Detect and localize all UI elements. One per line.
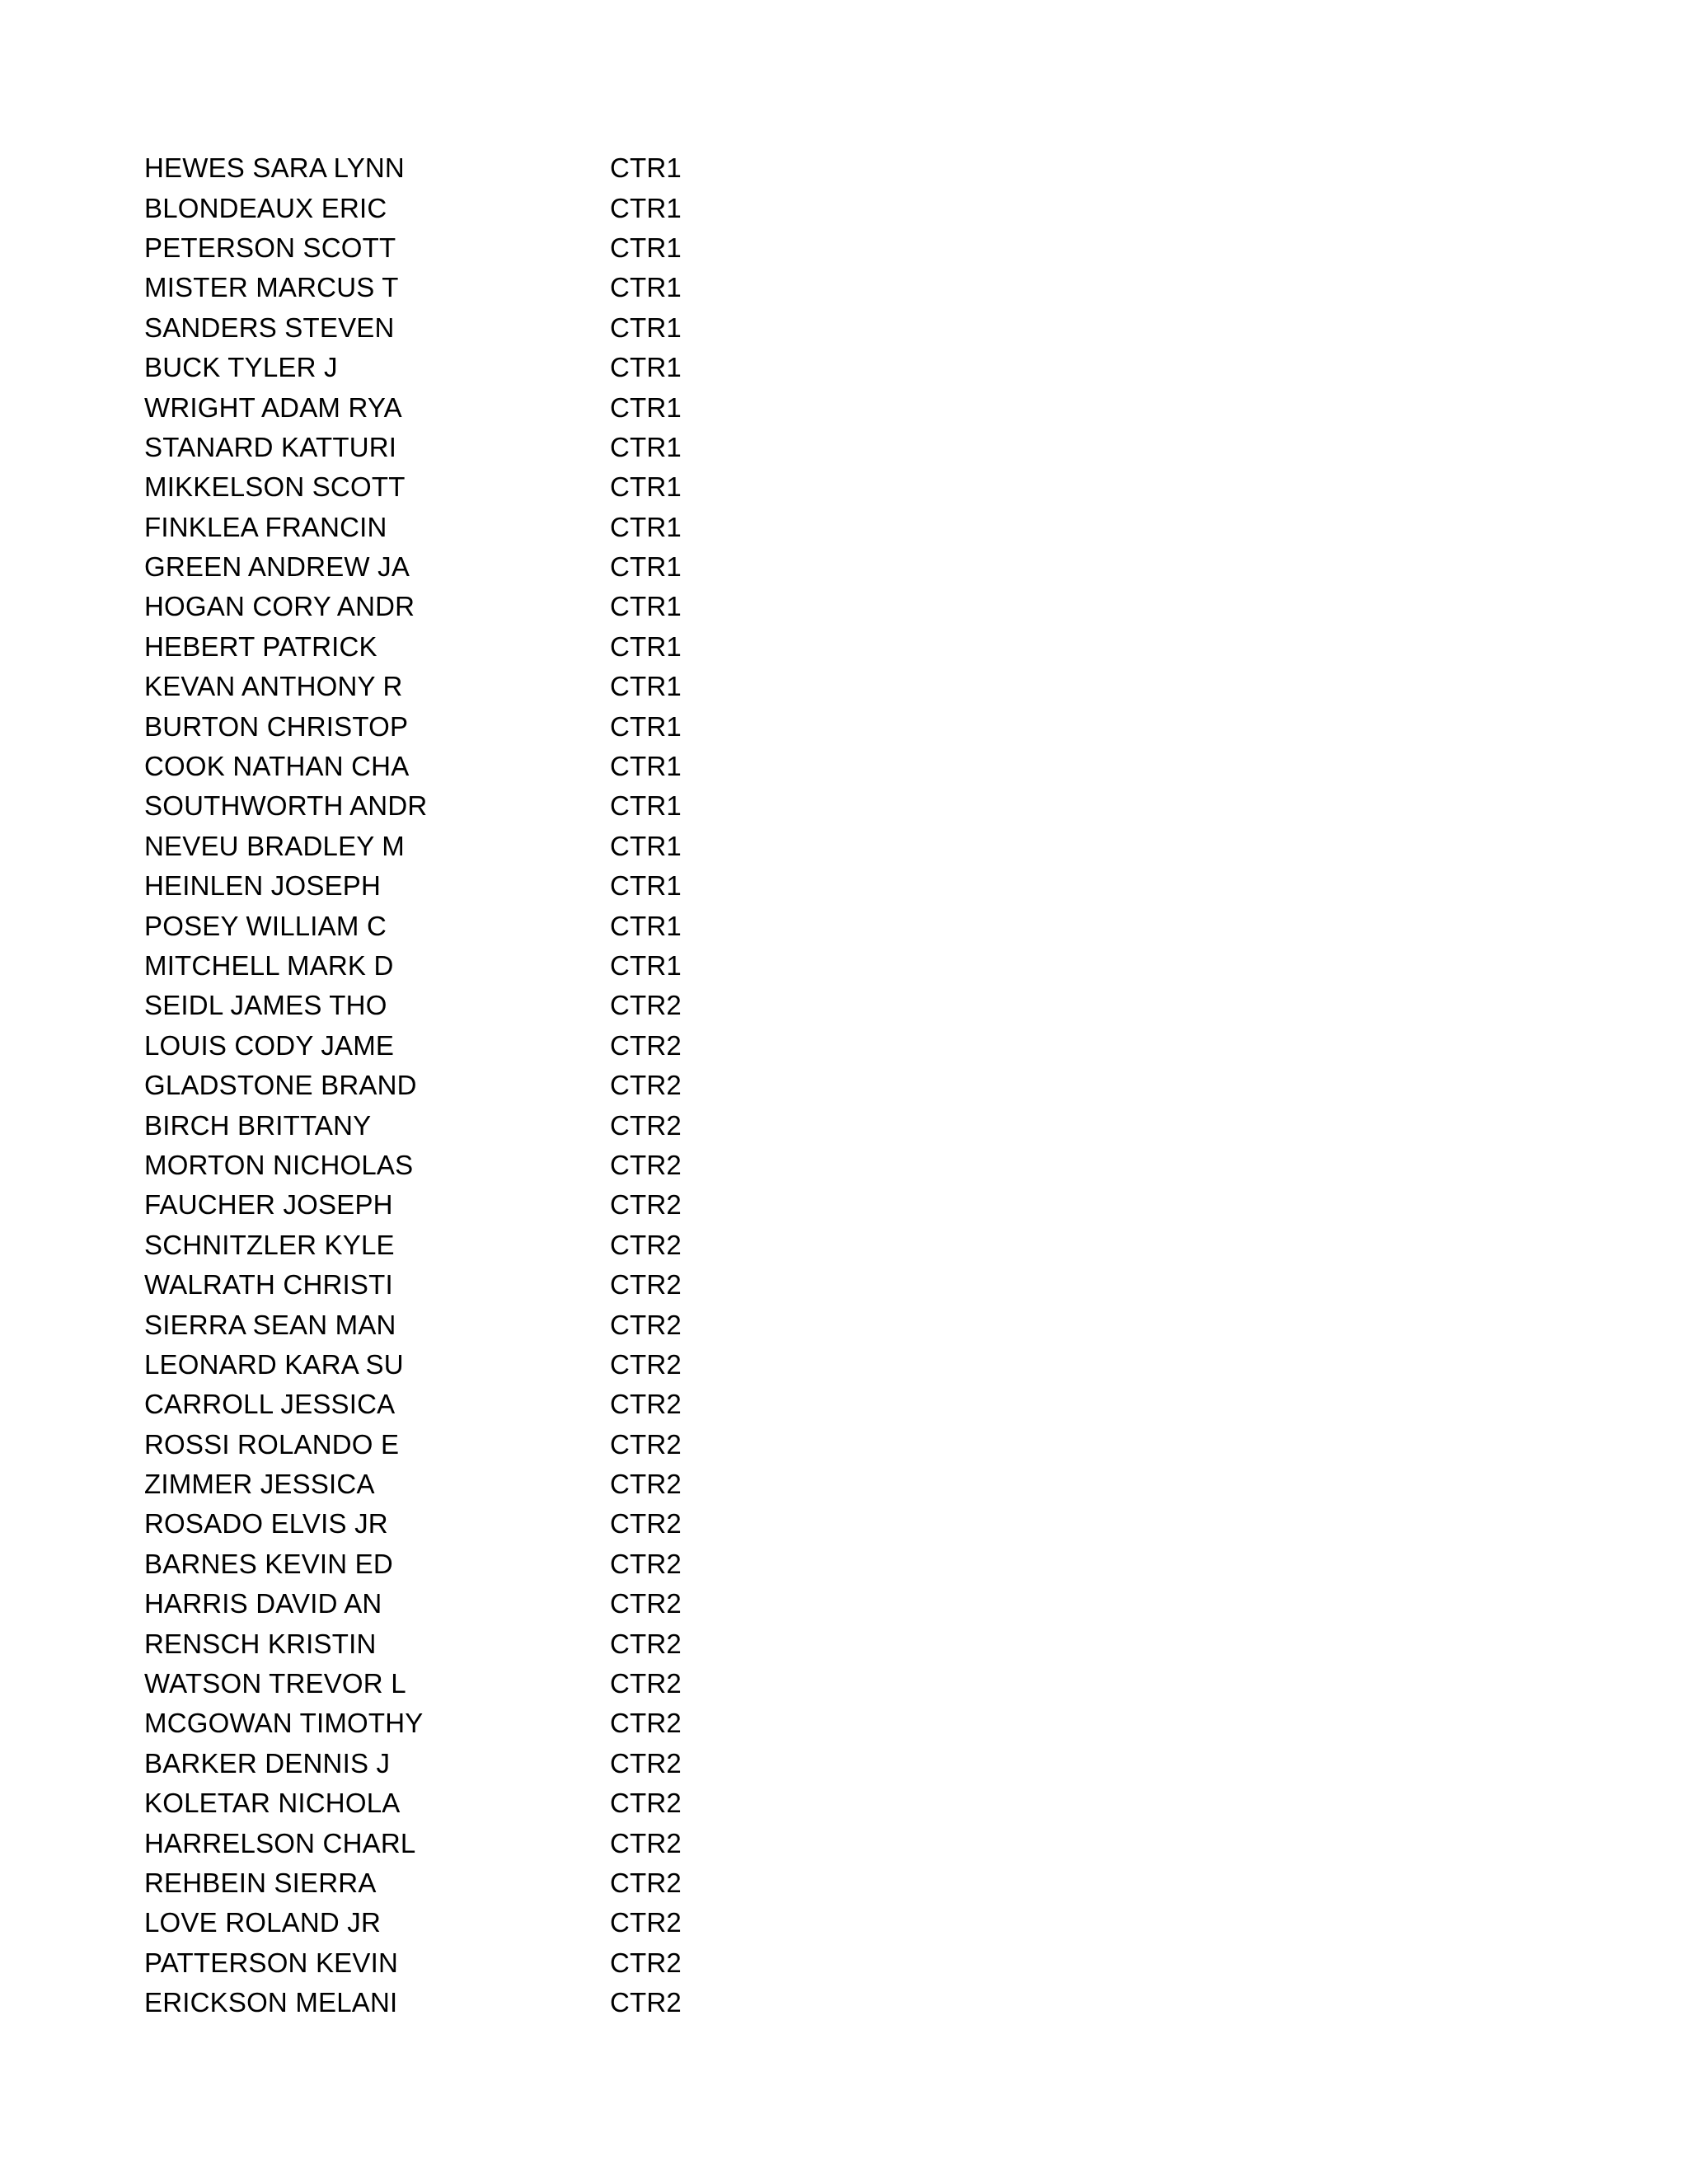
roster-row bbox=[144, 348, 886, 387]
roster-code: CTR2 bbox=[610, 1907, 682, 1938]
roster-row bbox=[144, 387, 886, 427]
roster-row bbox=[144, 1105, 886, 1145]
roster-name: COOK NATHAN CHA bbox=[144, 751, 410, 782]
roster-name: LOVE ROLAND JR bbox=[144, 1907, 382, 1938]
roster-name: MISTER MARCUS T bbox=[144, 272, 399, 303]
roster-row bbox=[144, 1943, 886, 1983]
roster-row bbox=[144, 1026, 886, 1066]
roster-code: CTR2 bbox=[610, 1508, 682, 1540]
roster-row bbox=[144, 1664, 886, 1704]
roster-row bbox=[144, 428, 886, 467]
roster-row bbox=[144, 1265, 886, 1305]
roster-name: HARRIS DAVID AN bbox=[144, 1588, 382, 1619]
roster-name: KEVAN ANTHONY R bbox=[144, 671, 403, 702]
roster-row bbox=[144, 467, 886, 507]
roster-name: KOLETAR NICHOLA bbox=[144, 1788, 401, 1819]
roster-name: WALRATH CHRISTI bbox=[144, 1269, 393, 1301]
roster-name: ROSSI ROLANDO E bbox=[144, 1428, 400, 1460]
roster-code: CTR1 bbox=[610, 391, 682, 423]
roster-code: CTR2 bbox=[610, 1269, 682, 1301]
roster-name: CARROLL JESSICA bbox=[144, 1389, 396, 1420]
roster-code: CTR2 bbox=[610, 1469, 682, 1500]
roster-name: FINKLEA FRANCIN bbox=[144, 511, 387, 542]
roster-name: HOGAN CORY ANDR bbox=[144, 591, 415, 622]
roster-name: MCGOWAN TIMOTHY bbox=[144, 1708, 424, 1739]
roster-row bbox=[144, 188, 886, 227]
roster-code: CTR2 bbox=[610, 1189, 682, 1221]
roster-name: ERICKSON MELANI bbox=[144, 1987, 398, 2018]
roster-name: ZIMMER JESSICA bbox=[144, 1469, 375, 1500]
roster-code: CTR1 bbox=[610, 471, 682, 503]
roster-name: HEBERT PATRICK bbox=[144, 630, 377, 662]
roster-row bbox=[144, 587, 886, 626]
roster-code: CTR1 bbox=[610, 751, 682, 782]
roster-name: LOUIS CODY JAME bbox=[144, 1029, 395, 1061]
roster-name: PATTERSON KEVIN bbox=[144, 1947, 398, 1978]
roster-name: BUCK TYLER J bbox=[144, 352, 338, 383]
roster-code: CTR2 bbox=[610, 1788, 682, 1819]
roster-code: CTR1 bbox=[610, 950, 682, 981]
roster-name: HEINLEN JOSEPH bbox=[144, 870, 382, 902]
roster-code: CTR1 bbox=[610, 232, 682, 263]
roster-row bbox=[144, 1823, 886, 1863]
roster-name: SANDERS STEVEN bbox=[144, 312, 395, 343]
roster-row bbox=[144, 747, 886, 786]
roster-row bbox=[144, 1385, 886, 1424]
roster-name: MIKKELSON SCOTT bbox=[144, 471, 406, 503]
roster-code: CTR2 bbox=[610, 1747, 682, 1779]
roster-row bbox=[144, 1226, 886, 1265]
roster-row bbox=[144, 1863, 886, 1903]
roster-code: CTR2 bbox=[610, 1827, 682, 1858]
roster-name: NEVEU BRADLEY M bbox=[144, 830, 405, 861]
roster-code: CTR2 bbox=[610, 1109, 682, 1141]
roster-code: CTR2 bbox=[610, 1708, 682, 1739]
roster-name: SOUTHWORTH ANDR bbox=[144, 790, 428, 822]
roster-name: HEWES SARA LYNN bbox=[144, 152, 405, 184]
roster-row bbox=[144, 1544, 886, 1584]
roster-row bbox=[144, 1146, 886, 1185]
roster-name: BIRCH BRITTANY bbox=[144, 1109, 372, 1141]
roster-name: SCHNITZLER KYLE bbox=[144, 1229, 395, 1260]
roster-row bbox=[144, 508, 886, 547]
roster-code: CTR1 bbox=[610, 551, 682, 583]
roster-code: CTR1 bbox=[610, 830, 682, 861]
roster-name: MITCHELL MARK D bbox=[144, 950, 394, 981]
roster-row bbox=[144, 1305, 886, 1344]
roster-row bbox=[144, 1704, 886, 1743]
roster-code: CTR1 bbox=[610, 671, 682, 702]
roster-code: CTR1 bbox=[610, 630, 682, 662]
roster-row bbox=[144, 228, 886, 268]
roster-code: CTR1 bbox=[610, 352, 682, 383]
roster-code: CTR2 bbox=[610, 1987, 682, 2018]
roster-name: FAUCHER JOSEPH bbox=[144, 1189, 393, 1221]
roster-name: POSEY WILLIAM C bbox=[144, 910, 387, 941]
roster-code: CTR2 bbox=[610, 1668, 682, 1699]
roster-row bbox=[144, 866, 886, 906]
roster-code: CTR1 bbox=[610, 431, 682, 462]
roster-code: CTR2 bbox=[610, 1348, 682, 1380]
roster-row bbox=[144, 1903, 886, 1943]
roster-name: PETERSON SCOTT bbox=[144, 232, 396, 263]
roster-code: CTR2 bbox=[610, 1149, 682, 1180]
roster-row bbox=[144, 667, 886, 706]
roster-code: CTR1 bbox=[610, 272, 682, 303]
roster-code: CTR2 bbox=[610, 1548, 682, 1579]
roster-code: CTR1 bbox=[610, 710, 682, 742]
roster-code: CTR1 bbox=[610, 192, 682, 223]
roster-row bbox=[144, 1066, 886, 1105]
roster-code: CTR1 bbox=[610, 152, 682, 184]
roster-name: RENSCH KRISTIN bbox=[144, 1628, 377, 1659]
roster-row bbox=[144, 946, 886, 986]
roster-code: CTR2 bbox=[610, 1070, 682, 1101]
roster-row bbox=[144, 1185, 886, 1225]
roster-code: CTR2 bbox=[610, 990, 682, 1021]
roster-name: STANARD KATTURI bbox=[144, 431, 397, 462]
roster-row bbox=[144, 1504, 886, 1544]
roster-code: CTR2 bbox=[610, 1029, 682, 1061]
roster-code: CTR1 bbox=[610, 790, 682, 822]
roster-row bbox=[144, 1425, 886, 1465]
roster-name: BLONDEAUX ERIC bbox=[144, 192, 387, 223]
roster-code: CTR1 bbox=[610, 591, 682, 622]
roster-code: CTR1 bbox=[610, 910, 682, 941]
roster-row bbox=[144, 1465, 886, 1504]
roster-name: WATSON TREVOR L bbox=[144, 1668, 406, 1699]
roster-code: CTR2 bbox=[610, 1867, 682, 1898]
roster-row bbox=[144, 986, 886, 1025]
roster-code: CTR1 bbox=[610, 870, 682, 902]
roster-row bbox=[144, 1584, 886, 1624]
roster-name: BURTON CHRISTOP bbox=[144, 710, 409, 742]
roster-name: WRIGHT ADAM RYA bbox=[144, 391, 402, 423]
roster-row bbox=[144, 1744, 886, 1783]
roster-code: CTR2 bbox=[610, 1947, 682, 1978]
roster-row bbox=[144, 827, 886, 866]
roster-name: LEONARD KARA SU bbox=[144, 1348, 404, 1380]
roster-name: BARKER DENNIS J bbox=[144, 1747, 391, 1779]
roster-row bbox=[144, 1983, 886, 2022]
roster-name: SEIDL JAMES THO bbox=[144, 990, 387, 1021]
roster-name: REHBEIN SIERRA bbox=[144, 1867, 377, 1898]
roster-list bbox=[144, 148, 886, 2022]
roster-code: CTR2 bbox=[610, 1588, 682, 1619]
roster-row bbox=[144, 786, 886, 826]
roster-row bbox=[144, 547, 886, 587]
roster-name: GREEN ANDREW JA bbox=[144, 551, 410, 583]
roster-name: SIERRA SEAN MAN bbox=[144, 1309, 396, 1340]
roster-row bbox=[144, 627, 886, 667]
roster-row bbox=[144, 1783, 886, 1823]
roster-row bbox=[144, 268, 886, 307]
roster-row bbox=[144, 1624, 886, 1663]
roster-row bbox=[144, 148, 886, 188]
roster-name: MORTON NICHOLAS bbox=[144, 1149, 414, 1180]
roster-code: CTR2 bbox=[610, 1628, 682, 1659]
roster-code: CTR2 bbox=[610, 1309, 682, 1340]
roster-row bbox=[144, 1345, 886, 1385]
roster-code: CTR2 bbox=[610, 1428, 682, 1460]
roster-code: CTR2 bbox=[610, 1389, 682, 1420]
roster-name: BARNES KEVIN ED bbox=[144, 1548, 393, 1579]
roster-name: ROSADO ELVIS JR bbox=[144, 1508, 388, 1540]
roster-code: CTR2 bbox=[610, 1229, 682, 1260]
roster-code: CTR1 bbox=[610, 511, 682, 542]
roster-name: GLADSTONE BRAND bbox=[144, 1070, 417, 1101]
roster-name: HARRELSON CHARL bbox=[144, 1827, 416, 1858]
roster-row bbox=[144, 906, 886, 945]
roster-row bbox=[144, 706, 886, 746]
roster-row bbox=[144, 308, 886, 348]
roster-code: CTR1 bbox=[610, 312, 682, 343]
